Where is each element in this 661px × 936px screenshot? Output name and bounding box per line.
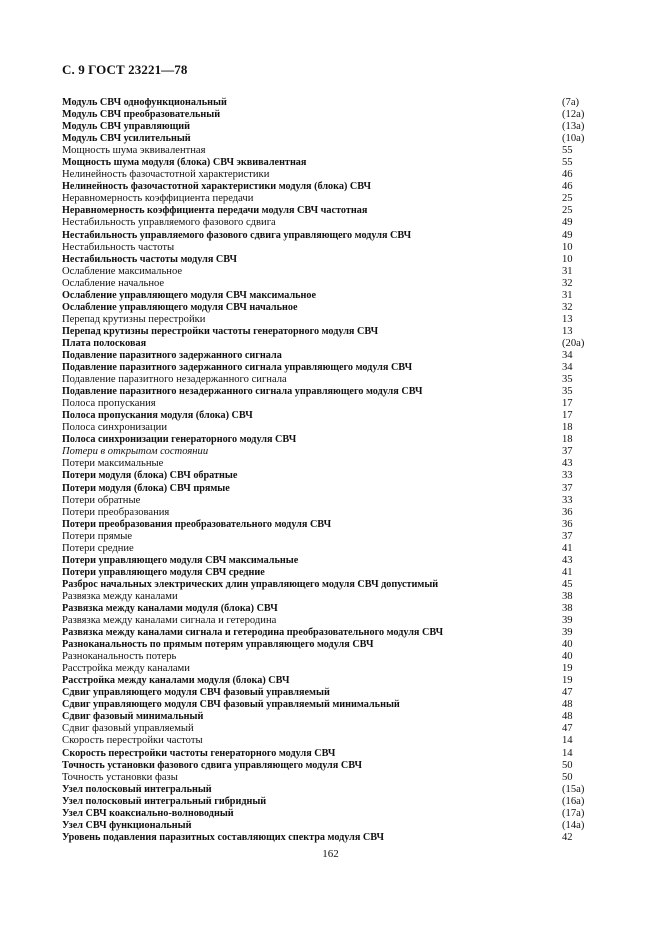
entry-term: Узел полосковый интегральный гибридный bbox=[62, 795, 267, 807]
entry-ref: 31 bbox=[562, 265, 573, 277]
entry-term: Потери модуля (блока) СВЧ обратные bbox=[62, 470, 238, 482]
entry-term: Подавление паразитного задержанного сигнала управляющего модуля СВЧ bbox=[62, 362, 413, 374]
index-entry bbox=[62, 832, 600, 844]
entry-term: Скорость перестройки частоты генераторного модуля СВЧ bbox=[62, 747, 336, 759]
entry-term: Точность установки фазы bbox=[62, 771, 178, 783]
entry-term: Модуль СВЧ однофункциональный bbox=[62, 97, 227, 108]
index-entry bbox=[62, 374, 600, 386]
entry-term: Неравномерность коэффициента передачи модуля СВЧ частотная bbox=[62, 205, 368, 217]
page-number: 162 bbox=[322, 848, 339, 860]
entry-term: Нестабильность управляемого фазового сдвига bbox=[62, 217, 276, 229]
index-entry bbox=[62, 109, 600, 121]
entry-term: Потери максимальные bbox=[62, 458, 164, 470]
entry-term: Ослабление начальное bbox=[62, 277, 165, 289]
entry-ref: 49 bbox=[562, 229, 573, 241]
index-entry bbox=[62, 567, 600, 579]
index-entry bbox=[62, 97, 600, 109]
entry-term: Расстройка между каналами bbox=[62, 663, 190, 675]
entry-term: Нестабильность частоты bbox=[62, 241, 175, 253]
index-entry bbox=[62, 615, 600, 627]
index-entry bbox=[62, 205, 600, 217]
index-entry bbox=[62, 627, 600, 639]
entry-ref: 35 bbox=[562, 374, 573, 386]
index-entry bbox=[62, 314, 600, 326]
index-entry bbox=[62, 579, 600, 591]
index-entry bbox=[62, 796, 600, 808]
entry-term: Мощность шума модуля (блока) СВЧ эквивалентная bbox=[62, 157, 307, 169]
entry-term: Уровень подавления паразитных составляющих спектра модуля СВЧ bbox=[62, 831, 385, 843]
entry-ref: 33 bbox=[562, 470, 573, 482]
entry-ref: 17 bbox=[562, 410, 573, 422]
entry-term: Полоса пропускания bbox=[62, 398, 156, 410]
entry-term: Сдвиг управляющего модуля СВЧ фазовый управляемый bbox=[62, 687, 330, 699]
entry-ref: 35 bbox=[562, 386, 573, 398]
index-entry bbox=[62, 772, 600, 784]
entry-ref: 42 bbox=[562, 831, 573, 843]
entry-ref: 34 bbox=[562, 362, 573, 374]
index-entry bbox=[62, 278, 600, 290]
entry-ref: 25 bbox=[562, 205, 573, 217]
index-entry bbox=[62, 699, 600, 711]
index-entry bbox=[62, 386, 600, 398]
entry-ref: 18 bbox=[562, 434, 573, 446]
entry-term: Потери модуля (блока) СВЧ прямые bbox=[62, 482, 230, 494]
index-entry bbox=[62, 723, 600, 735]
entry-ref: 19 bbox=[562, 675, 573, 687]
index-entry bbox=[62, 603, 600, 615]
entry-term: Подавление паразитного незадержанного сигнала bbox=[62, 374, 287, 386]
entry-ref: 13 bbox=[562, 325, 573, 337]
entry-ref: 47 bbox=[562, 687, 573, 699]
entry-term: Нелинейность фазочастотной характеристики модуля (блока) СВЧ bbox=[62, 181, 372, 193]
index-entry bbox=[62, 242, 600, 254]
entry-ref: (10а) bbox=[562, 133, 585, 145]
index-entry bbox=[62, 555, 600, 567]
entry-ref: 50 bbox=[562, 771, 573, 783]
index-entry bbox=[62, 181, 600, 193]
entry-ref: 10 bbox=[562, 241, 573, 253]
entry-term: Сдвиг фазовый управляемый bbox=[62, 723, 194, 735]
index-entry bbox=[62, 760, 600, 772]
entry-term: Сдвиг фазовый минимальный bbox=[62, 711, 204, 723]
entry-ref: (12а) bbox=[562, 109, 585, 121]
entry-ref: 31 bbox=[562, 289, 573, 301]
entry-ref: 40 bbox=[562, 639, 573, 651]
entry-term: Скорость перестройки частоты bbox=[62, 735, 203, 747]
entry-term: Потери управляющего модуля СВЧ максимальные bbox=[62, 554, 299, 566]
index-entry bbox=[62, 362, 600, 374]
entry-ref: 50 bbox=[562, 759, 573, 771]
entry-term: Узел полосковый интегральный bbox=[62, 783, 212, 795]
entry-ref: 48 bbox=[562, 699, 573, 711]
entry-ref: 32 bbox=[562, 277, 573, 289]
index-entry bbox=[62, 591, 600, 603]
index-entry bbox=[62, 687, 600, 699]
index-entry bbox=[62, 675, 600, 687]
entry-ref: 37 bbox=[562, 482, 573, 494]
entry-term: Расстройка между каналами модуля (блока) СВЧ bbox=[62, 675, 290, 687]
entry-ref: 33 bbox=[562, 494, 573, 506]
entry-term: Узел СВЧ коаксиально-волноводный bbox=[62, 807, 234, 819]
index-entry bbox=[62, 326, 600, 338]
entry-term: Подавление паразитного задержанного сигнала bbox=[62, 349, 282, 361]
index-entry bbox=[62, 784, 600, 796]
entry-term: Полоса синхронизации генераторного модуля СВЧ bbox=[62, 434, 297, 446]
entry-term: Разноканальность потерь bbox=[62, 651, 177, 663]
entry-ref: 39 bbox=[562, 615, 573, 627]
index-entry bbox=[62, 217, 600, 229]
entry-term: Потери обратные bbox=[62, 494, 141, 506]
entry-ref: (17а) bbox=[562, 807, 585, 819]
entry-term: Подавление паразитного незадержанного сигнала управляющего модуля СВЧ bbox=[62, 386, 423, 398]
entry-term: Разброс начальных электрических длин управляющего модуля СВЧ допустимый bbox=[62, 578, 439, 590]
entry-term: Потери преобразования преобразовательного модуля СВЧ bbox=[62, 518, 332, 530]
index-entry bbox=[62, 543, 600, 555]
entry-term: Потери прямые bbox=[62, 530, 133, 542]
index-entry bbox=[62, 483, 600, 495]
entry-ref: 48 bbox=[562, 711, 573, 723]
entry-ref: 13 bbox=[562, 313, 573, 325]
index-entry bbox=[62, 519, 600, 531]
entry-term: Модуль СВЧ усилительный bbox=[62, 133, 191, 145]
entry-term: Мощность шума эквивалентная bbox=[62, 145, 206, 157]
entry-term: Ослабление управляющего модуля СВЧ начальное bbox=[62, 301, 298, 313]
index-entry bbox=[62, 639, 600, 651]
index-entry bbox=[62, 711, 600, 723]
entry-ref: 46 bbox=[562, 169, 573, 181]
entry-term: Нестабильность частоты модуля СВЧ bbox=[62, 253, 237, 265]
index-entry bbox=[62, 193, 600, 205]
entry-ref: 14 bbox=[562, 747, 573, 759]
entry-ref: (7а) bbox=[562, 97, 580, 108]
entry-term: Перепад крутизны перестройки bbox=[62, 313, 206, 325]
index-entry bbox=[62, 230, 600, 242]
entry-term: Разноканальность по прямым потерям управляющего модуля СВЧ bbox=[62, 639, 374, 651]
entry-ref: 45 bbox=[562, 578, 573, 590]
entry-ref: 37 bbox=[562, 530, 573, 542]
index-entry bbox=[62, 507, 600, 519]
index-entry bbox=[62, 266, 600, 278]
entry-term: Модуль СВЧ управляющий bbox=[62, 121, 191, 133]
index-entry bbox=[62, 663, 600, 675]
entry-ref: 43 bbox=[562, 554, 573, 566]
entry-ref: 18 bbox=[562, 422, 573, 434]
entry-term: Перепад крутизны перестройки частоты генераторного модуля СВЧ bbox=[62, 325, 379, 337]
entry-ref: (14а) bbox=[562, 819, 585, 831]
entry-term: Потери преобразования bbox=[62, 506, 170, 518]
index-entry bbox=[62, 410, 600, 422]
entry-term: Неравномерность коэффициента передачи bbox=[62, 193, 254, 205]
entry-term: Точность установки фазового сдвига управляющего модуля СВЧ bbox=[62, 759, 362, 771]
entry-ref: (15а) bbox=[562, 783, 585, 795]
entry-ref: 10 bbox=[562, 253, 573, 265]
entry-term: Развязка между каналами модуля (блока) СВЧ bbox=[62, 602, 278, 614]
index-entry bbox=[62, 531, 600, 543]
entry-ref: 43 bbox=[562, 458, 573, 470]
index-entry bbox=[62, 290, 600, 302]
entry-term: Модуль СВЧ преобразовательный bbox=[62, 109, 221, 121]
entry-term: Плата полосковая bbox=[62, 337, 147, 349]
entry-term: Потери в открытом состоянии bbox=[62, 446, 209, 458]
entry-ref: 36 bbox=[562, 506, 573, 518]
entry-term: Ослабление максимальное bbox=[62, 265, 183, 277]
index-entry bbox=[62, 808, 600, 820]
index-entry bbox=[62, 121, 600, 133]
entry-ref: 38 bbox=[562, 590, 573, 602]
entry-ref: 55 bbox=[562, 145, 573, 157]
entry-ref: 39 bbox=[562, 627, 573, 639]
entry-ref: 41 bbox=[562, 566, 573, 578]
index-entry bbox=[62, 470, 600, 482]
index-entry bbox=[62, 495, 600, 507]
index-entry bbox=[62, 422, 600, 434]
entry-ref: (20а) bbox=[562, 337, 585, 349]
entry-ref: 55 bbox=[562, 157, 573, 169]
index-entry bbox=[62, 350, 600, 362]
entry-ref: 34 bbox=[562, 349, 573, 361]
index-entry bbox=[62, 133, 600, 145]
entry-ref: 40 bbox=[562, 651, 573, 663]
entry-ref: 17 bbox=[562, 398, 573, 410]
entry-term: Развязка между каналами bbox=[62, 590, 178, 602]
entry-ref: 47 bbox=[562, 723, 573, 735]
entry-ref: 41 bbox=[562, 542, 573, 554]
entry-term: Нелинейность фазочастотной характеристики bbox=[62, 169, 270, 181]
page-header: С. 9 ГОСТ 23221—78 bbox=[62, 62, 188, 77]
entry-ref: (16а) bbox=[562, 795, 585, 807]
index-entry bbox=[62, 434, 600, 446]
entry-term: Потери средние bbox=[62, 542, 134, 554]
entry-ref: 19 bbox=[562, 663, 573, 675]
index-entry bbox=[62, 735, 600, 747]
entry-term: Нестабильность управляемого фазового сдвига управляющего модуля СВЧ bbox=[62, 229, 412, 241]
entry-ref: 25 bbox=[562, 193, 573, 205]
entry-ref: 36 bbox=[562, 518, 573, 530]
index-entry bbox=[62, 748, 600, 760]
index-entry bbox=[62, 446, 600, 458]
entry-term: Развязка между каналами сигнала и гетеродина преобразовательного модуля СВЧ bbox=[62, 627, 444, 639]
index-entry bbox=[62, 458, 600, 470]
index-entry bbox=[62, 338, 600, 350]
entry-ref: 46 bbox=[562, 181, 573, 193]
entry-ref: 14 bbox=[562, 735, 573, 747]
entry-term: Потери управляющего модуля СВЧ средние bbox=[62, 566, 265, 578]
entry-term: Развязка между каналами сигнала и гетеродина bbox=[62, 615, 277, 627]
index-entry bbox=[62, 254, 600, 266]
index-entry bbox=[62, 651, 600, 663]
entry-term: Полоса синхронизации bbox=[62, 422, 168, 434]
entry-ref: 37 bbox=[562, 446, 573, 458]
index-entry bbox=[62, 157, 600, 169]
entry-term: Ослабление управляющего модуля СВЧ максимальное bbox=[62, 289, 317, 301]
entry-ref: 49 bbox=[562, 217, 573, 229]
entry-ref: 32 bbox=[562, 301, 573, 313]
entry-term: Сдвиг управляющего модуля СВЧ фазовый управляемый минимальный bbox=[62, 699, 400, 711]
entry-ref: 38 bbox=[562, 602, 573, 614]
index-entry bbox=[62, 820, 600, 832]
index-entry bbox=[62, 302, 600, 314]
entry-term: Узел СВЧ функциональный bbox=[62, 819, 192, 831]
entry-ref: (13а) bbox=[562, 121, 585, 133]
term-index-list bbox=[62, 97, 600, 844]
entry-term: Полоса пропускания модуля (блока) СВЧ bbox=[62, 410, 253, 422]
index-entry bbox=[62, 169, 600, 181]
index-entry bbox=[62, 145, 600, 157]
index-entry bbox=[62, 398, 600, 410]
